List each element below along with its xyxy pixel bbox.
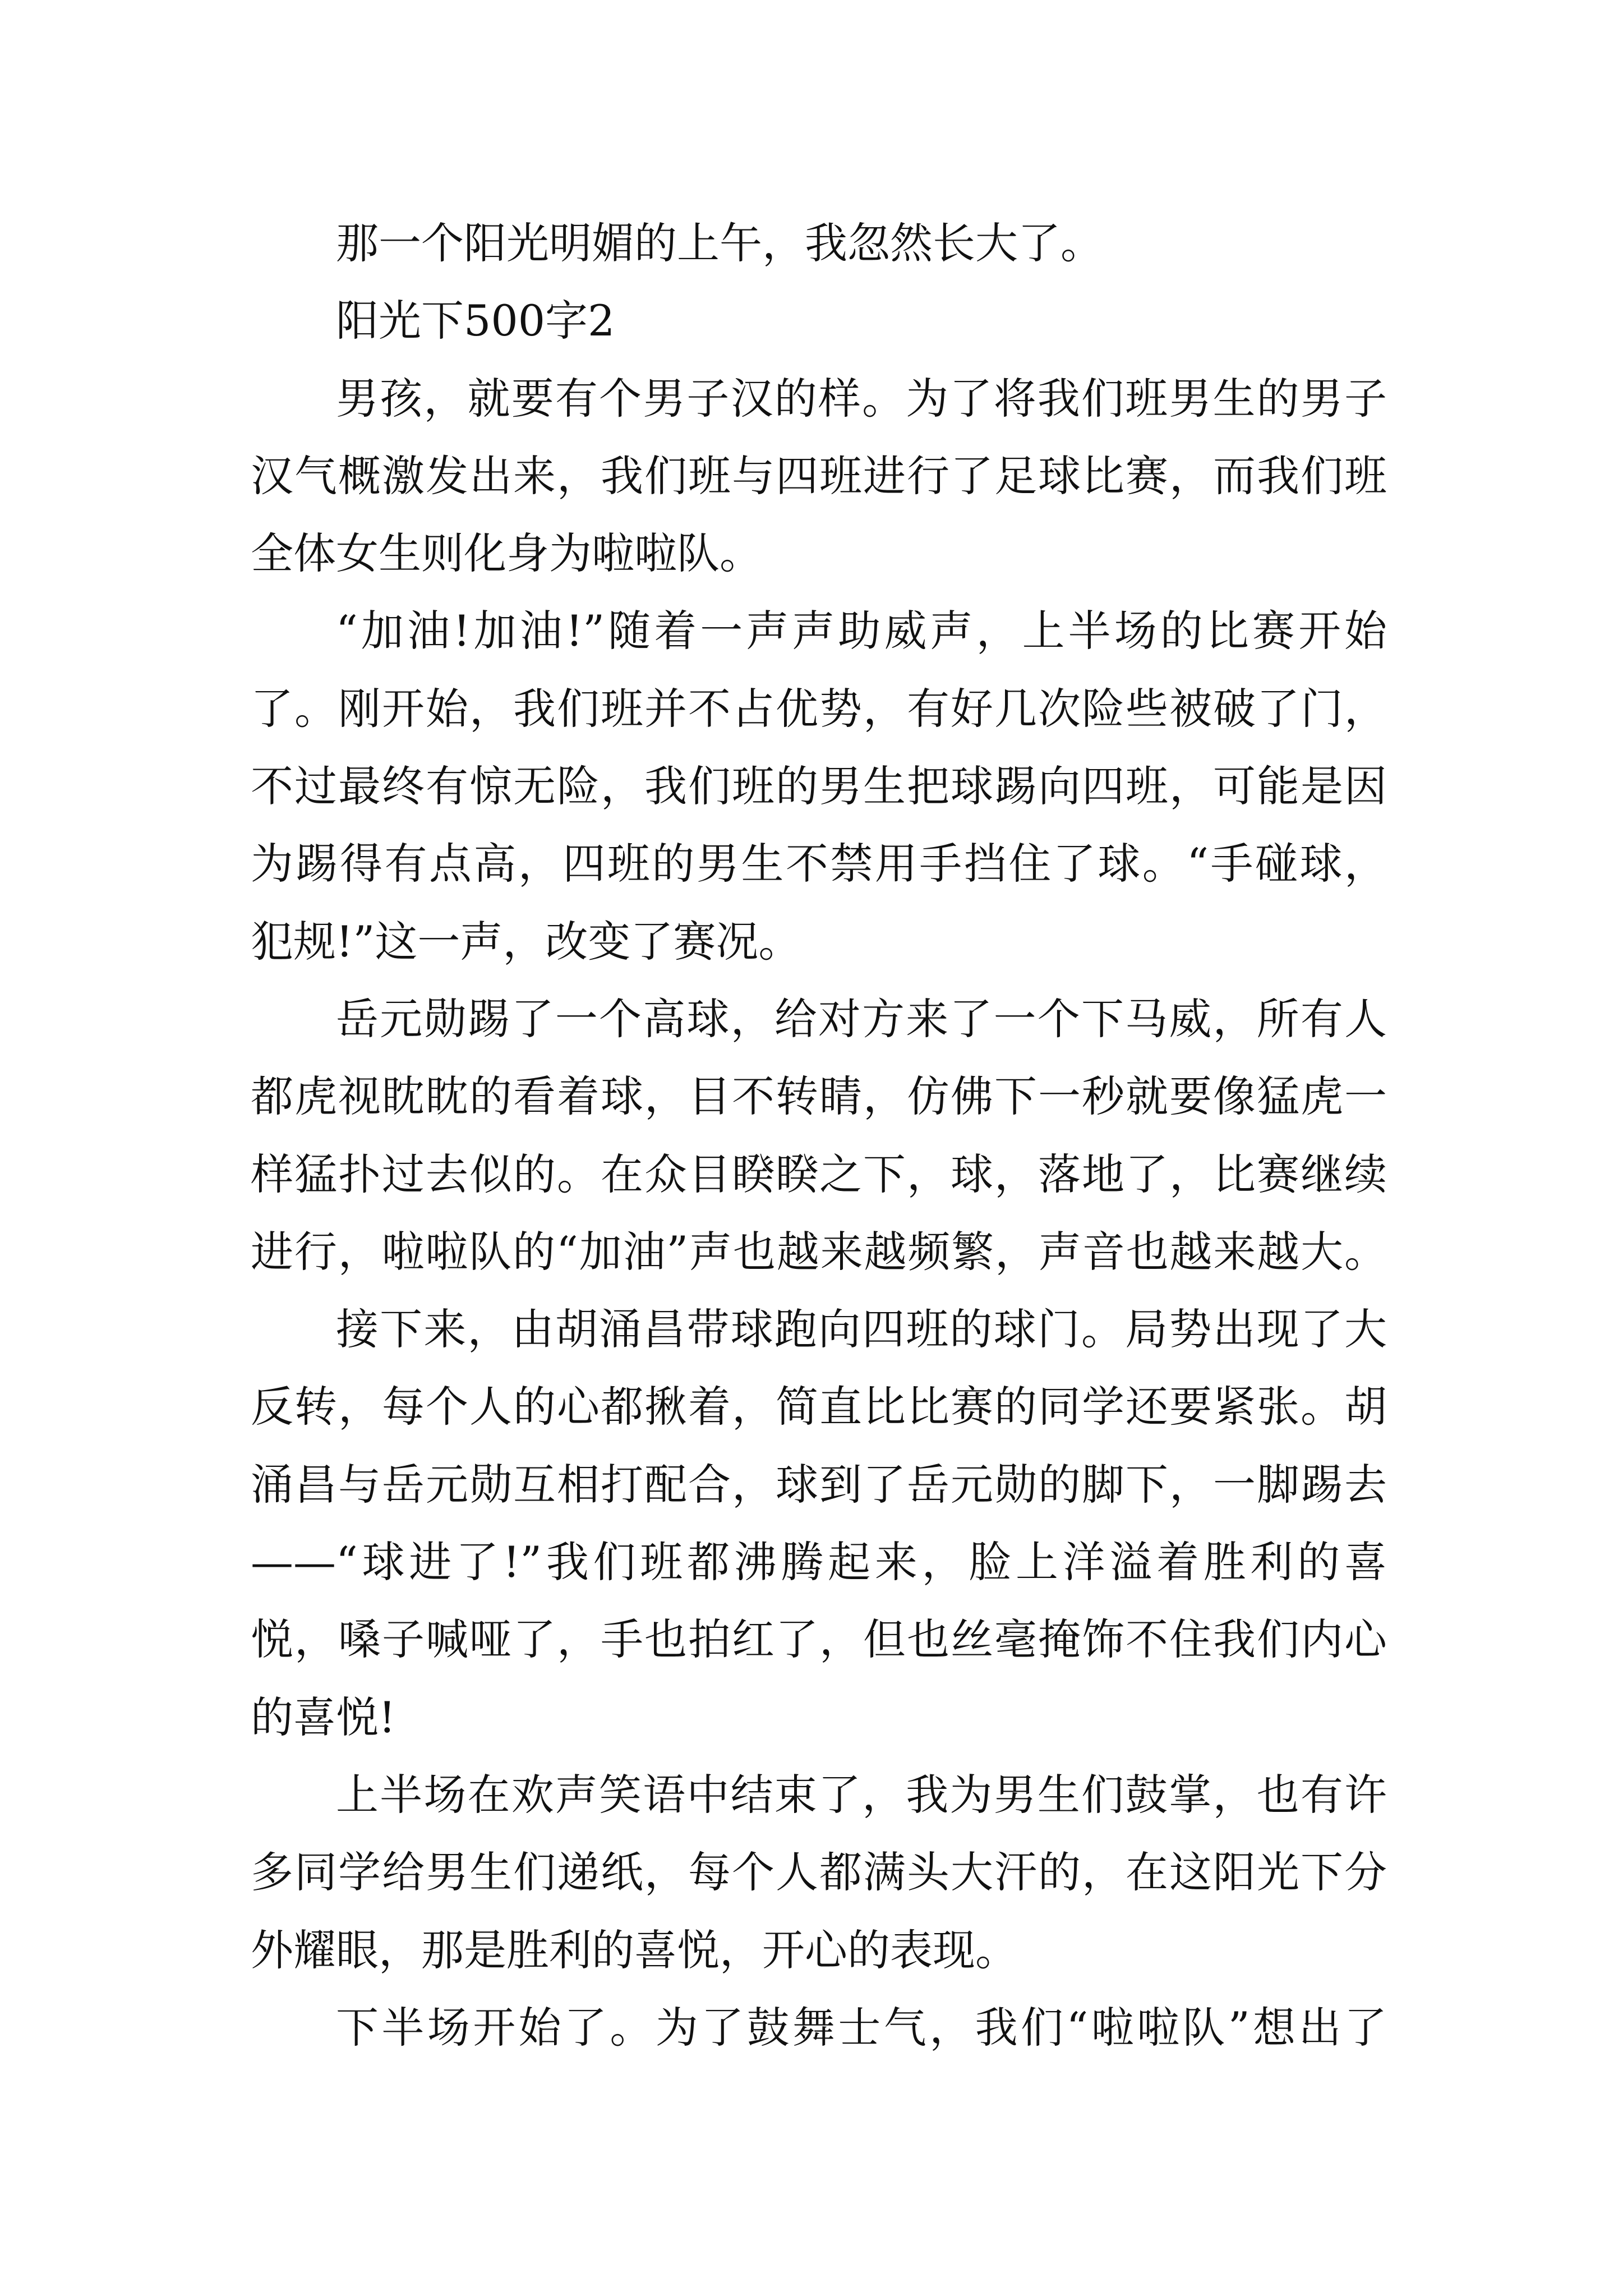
text-line: 为踢得有点高，四班的男生不禁用手挡住了球。“手碰球，: [251, 839, 1387, 889]
heading-text: 阳光下500字2: [336, 296, 615, 346]
text-line: 汉气概激发出来，我们班与四班进行了足球比赛，而我们班: [251, 450, 1387, 501]
paragraph-closing-line: [251, 205, 1387, 282]
text-line: 外耀眼，那是胜利的喜悦，开心的表现。: [251, 1925, 1018, 1975]
paragraph: [251, 981, 1387, 1291]
text-line: 涌昌与岳元勋互相打配合，球到了岳元勋的脚下，一脚踢去: [251, 1459, 1387, 1510]
text-line: 样猛扑过去似的。在众目睽睽之下，球，落地了，比赛继续: [251, 1149, 1387, 1199]
text-line: 都虎视眈眈的看着球，目不转睛，仿佛下一秒就要像猛虎一: [251, 1071, 1387, 1122]
paragraph: [251, 360, 1387, 593]
text-line: “加油!加油!”随着一声声助威声，上半场的比赛开始: [336, 606, 1387, 656]
document-body: [251, 205, 1387, 2067]
paragraph: [251, 1756, 1387, 1989]
text-line: 进行，啦啦队的“加油”声也越来越频繁，声音也越来越大。: [251, 1226, 1387, 1277]
text-line: 犯规!”这一声，改变了赛况。: [251, 916, 801, 967]
text-line: 悦，嗓子喊哑了，手也拍红了，但也丝毫掩饰不住我们内心: [251, 1614, 1387, 1665]
text-line: 接下来，由胡涌昌带球跑向四班的球门。局势出现了大: [336, 1304, 1387, 1355]
text-line: 全体女生则化身为啦啦队。: [251, 528, 762, 579]
paragraph: [251, 592, 1387, 980]
text-line: 的喜悦!: [251, 1692, 396, 1742]
paragraph: [251, 1989, 1387, 2067]
paragraph: [251, 1291, 1387, 1756]
text-line: ——“球进了!”我们班都沸腾起来，脸上洋溢着胜利的喜: [251, 1537, 1387, 1588]
text-line: 岳元勋踢了一个高球，给对方来了一个下马威，所有人: [336, 993, 1387, 1044]
text-line: 男孩，就要有个男子汉的样。为了将我们班男生的男子: [336, 373, 1387, 424]
text-line: 不过最终有惊无险，我们班的男生把球踢向四班，可能是因: [251, 761, 1387, 812]
text-line: 了。刚开始，我们班并不占优势，有好几次险些被破了门，: [251, 683, 1387, 734]
text-line: 反转，每个人的心都揪着，简直比比赛的同学还要紧张。胡: [251, 1382, 1387, 1432]
section-heading: [251, 282, 1387, 360]
text-line: 下半场开始了。为了鼓舞士气，我们“啦啦队”想出了: [336, 2002, 1387, 2053]
text-line: 多同学给男生们递纸，每个人都满头大汗的，在这阳光下分: [251, 1847, 1387, 1898]
text-line: 那一个阳光明媚的上午，我忽然长大了。: [336, 218, 1103, 268]
text-line: 上半场在欢声笑语中结束了，我为男生们鼓掌，也有许: [336, 1769, 1387, 1820]
